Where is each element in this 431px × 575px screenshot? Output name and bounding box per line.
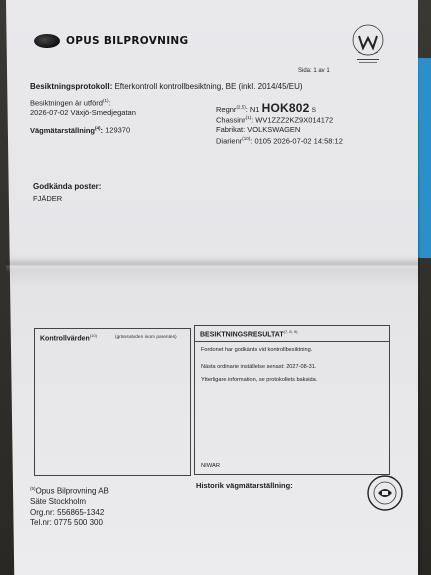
performed-value: 2026-07-02 Växjö-Smedjegatan (30, 108, 136, 117)
inspector-code: NIWAR (201, 463, 221, 469)
regnr-value: HOK802 (261, 101, 310, 115)
result-line: Nästa ordinarie inställelse senast: 2027-08-31. (201, 364, 317, 370)
make: Fabrikat: VOLKSWAGEN (216, 125, 301, 134)
result-line: Ytterligare information, se protokollets baksida. (201, 377, 318, 383)
protocol-title-rest: Efterkontroll kontrollbesiktning, BE (inkl. 2014/45/EU) (114, 82, 303, 91)
control-values-note: (gränsvärden inom parentes) (115, 335, 177, 340)
odometer: Vägmätarställning$^{(4)}$: 129370 (30, 125, 131, 135)
make-value: VOLKSWAGEN (247, 125, 301, 134)
org-number: Org.nr: 556865-1342 (30, 507, 105, 517)
result-line: Fordonet har godkänts vid kontrollbesiktning. (201, 347, 313, 353)
swedac-seal-icon (348, 22, 388, 66)
page-number: Sida: 1 av 1 (298, 68, 330, 74)
result-divider (195, 341, 389, 342)
diary: Diarienr$^{(10)}$: 0105 2026-07-02 14:58:12 (216, 136, 343, 146)
opus-logo (34, 34, 188, 48)
chassis-value: WV1ZZZ2KZ9X014172 (255, 115, 334, 125)
performed-label: Besiktningen är utförd$^{(1)}$: (30, 98, 111, 108)
regnr-prefix: N1 (249, 105, 260, 114)
regnr-suffix: S (311, 107, 316, 114)
certification-seal-icon (365, 473, 405, 513)
approved-item: FJÄDER (33, 194, 63, 203)
protocol-title-bold: Besiktningsprotokoll: (30, 82, 113, 91)
org-phone: Tel.nr: 0775 500 300 (30, 518, 103, 528)
organization-info (30, 484, 109, 529)
approved-heading: Godkända poster: (33, 182, 102, 191)
inspection-result-box (194, 325, 390, 475)
chassis: Chassinr$^{(1)}$: WV1ZZZ2KZ9X014172 (216, 115, 334, 125)
protocol-title (30, 82, 303, 91)
logo-text: OPUS BILPROVNING (66, 35, 189, 47)
org-seat: Säte Stockholm (30, 497, 87, 507)
regnr: Regnr$^{(2,5)}$: N1 HOK802 S (216, 101, 316, 115)
org-name: $^{(5)}$Opus Bilprovning AB (30, 486, 109, 496)
control-values-title: Kontrollvärden$^{(10)}$ (40, 333, 97, 343)
paper-fold (6, 258, 418, 272)
result-title: BESIKTNINGSRESULTAT$^{(7, 8, 9)}$ (200, 329, 298, 339)
diary-value: 0105 2026-07-02 14:58:12 (254, 136, 343, 146)
opus-logo-icon (34, 34, 60, 48)
control-values-box (34, 328, 191, 476)
odometer-value: 129370 (105, 125, 131, 135)
odometer-history-heading: Historik vägmätarställning: (196, 481, 293, 490)
